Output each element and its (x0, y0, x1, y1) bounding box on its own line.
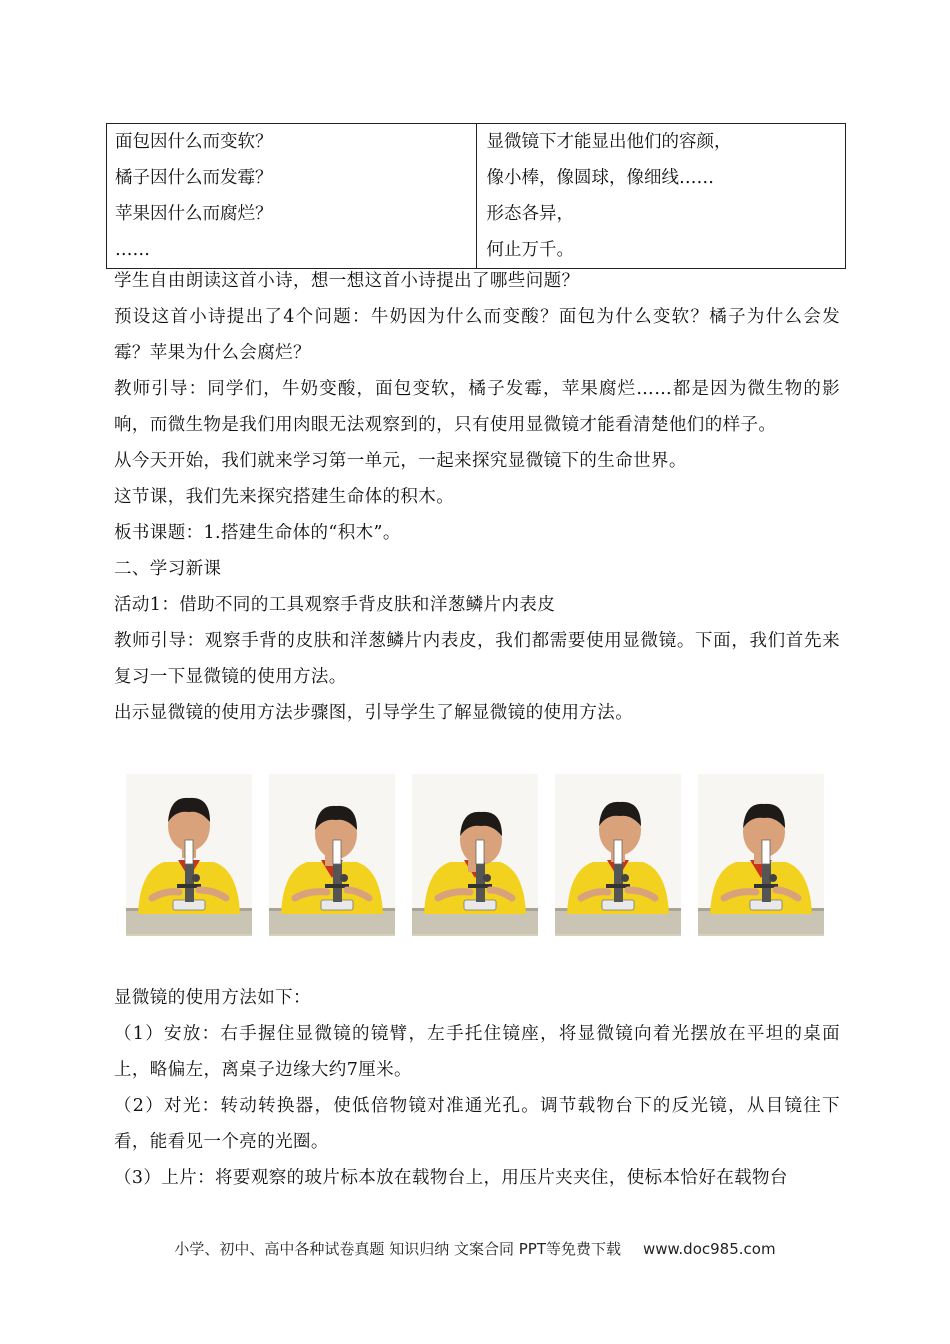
footer-site-link[interactable]: www.doc985.com (642, 1240, 776, 1258)
poem-table (106, 123, 846, 269)
footer-text: 小学、初中、高中各种试卷真题 知识归纳 文案合同 PPT等免费下载 (174, 1240, 621, 1258)
student-microscope-illustration (269, 774, 395, 934)
paragraph: 学生自由朗读这首小诗，想一想这首小诗提出了哪些问题？ (114, 271, 580, 291)
step-paragraph: （2）对光：转动转换器，使低倍物镜对准通光孔。调节载物台下的反光镜，从目镜往下看，能看见一个亮的光圈。 (114, 1096, 840, 1152)
paragraph: 这节课，我们先来探究搭建生命体的积木。 (114, 487, 455, 507)
poem-line: …… (115, 240, 150, 260)
student-microscope-illustration (698, 774, 824, 934)
poem-line: 显微镜下才能显出他们的容颜， (486, 132, 732, 152)
paragraph: 出示显微镜的使用方法步骤图，引导学生了解显微镜的使用方法。 (114, 703, 634, 723)
student-microscope-illustration (126, 774, 252, 934)
page-footer (0, 1238, 950, 1259)
body-text (114, 263, 840, 731)
paragraph: 教师引导：同学们，牛奶变酸，面包变软，橘子发霉，苹果腐烂……都是因为微生物的影响，而微生物是我们用肉眼无法观察到的，只有使用显微镜才能看清楚他们的样子。 (114, 379, 840, 435)
paragraph: 预设这首小诗提出了4个问题：牛奶因为什么而变酸？面包为什么变软？橘子为什么会发霉？苹果为什么会腐烂？ (114, 307, 840, 363)
student-microscope-illustration (412, 774, 538, 934)
paragraph: 显微镜的使用方法如下： (114, 988, 311, 1008)
poem-line: 面包因什么而变软？ (115, 132, 273, 152)
usage-steps-text (114, 980, 840, 1196)
step-paragraph: （1）安放：右手握住显微镜的镜臂，左手托住镜座，将显微镜向着光摆放在平坦的桌面上，略偏左，离桌子边缘大约7厘米。 (114, 1024, 840, 1080)
paragraph: 板书课题：1.搭建生命体的“积木”。 (114, 523, 401, 543)
section-heading: 二、学习新课 (114, 559, 222, 579)
student-microscope-illustration (555, 774, 681, 934)
poem-line: 苹果因什么而腐烂？ (115, 204, 273, 224)
microscope-step-photo-3 (412, 774, 538, 936)
microscope-steps-photos (126, 774, 824, 936)
poem-right-column (476, 124, 846, 269)
microscope-step-photo-1 (126, 774, 252, 936)
poem-line: 何止万千。 (486, 240, 574, 260)
poem-line: 像小棒，像圆球，像细线…… (486, 168, 714, 188)
activity-title: 活动1：借助不同的工具观察手背皮肤和洋葱鳞片内表皮 (114, 595, 556, 615)
paragraph: 从今天开始，我们就来学习第一单元，一起来探究显微镜下的生命世界。 (114, 451, 687, 471)
step-paragraph: （3）上片：将要观察的玻片标本放在载物台上，用压片夹夹住，使标本恰好在载物台 (114, 1168, 788, 1188)
poem-line: 形态各异， (486, 204, 574, 224)
poem-line: 橘子因什么而发霉？ (115, 168, 273, 188)
paragraph: 教师引导：观察手背的皮肤和洋葱鳞片内表皮，我们都需要使用显微镜。下面，我们首先来复习一下显微镜的使用方法。 (114, 631, 840, 687)
poem-left-column (107, 124, 477, 269)
microscope-step-photo-4 (555, 774, 681, 936)
microscope-step-photo-2 (269, 774, 395, 936)
microscope-step-photo-5 (698, 774, 824, 936)
